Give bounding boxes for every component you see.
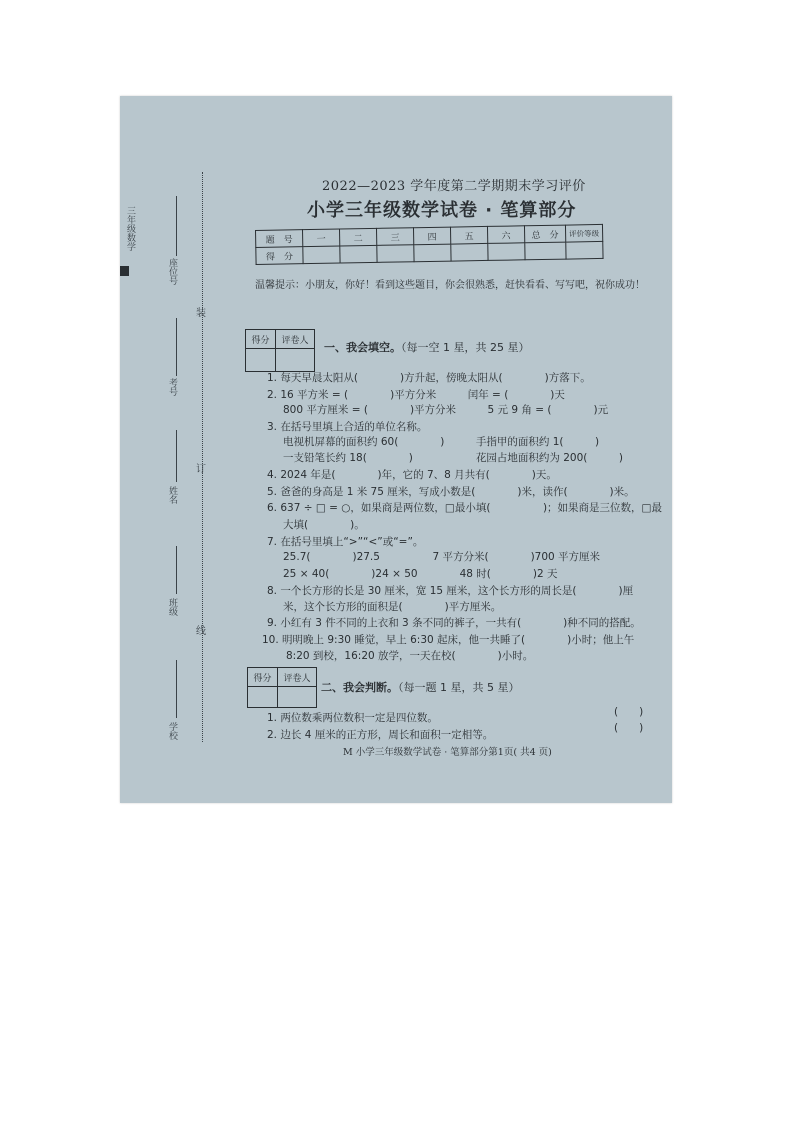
- score-header-cell: 六: [487, 226, 524, 244]
- question-line: 1. 每天早晨太阳从( )方升起，傍晚太阳从( )方落下。: [267, 372, 591, 384]
- score-header-cell: 二: [339, 228, 376, 246]
- binding-mark-zhuang: 装: [196, 308, 206, 319]
- underline-exam-number: [176, 318, 177, 376]
- section2-title: 二、我会判断。: [321, 681, 398, 694]
- score-cell: [340, 245, 377, 263]
- question-line: 电视机屏幕的面积约 60( ) 手指甲的面积约 1( ): [283, 436, 600, 448]
- score-cell: [451, 243, 488, 261]
- question-line: 2. 16 平方米 = ( )平方分米 闰年 = ( )天: [267, 389, 565, 401]
- question-line: 10. 明明晚上 9:30 睡觉，早上 6:30 起床，他一共睡了( )小时；他上午: [262, 634, 635, 646]
- page-footer: M 小学三年级数学试卷 · 笔算部分第1页( 共4 页): [343, 747, 552, 758]
- section2-note: （每一题 1 星，共 5 星）: [398, 681, 520, 694]
- question-line: 800 平方厘米 = ( )平方分米 5 元 9 角 = ( )元: [283, 404, 609, 416]
- underline-name: [176, 430, 177, 482]
- question-line: 6. 637 ÷ □ = ○，如果商是两位数，□最小填( )；如果商是三位数，□最: [267, 502, 662, 514]
- section2-heading: [321, 679, 519, 695]
- binding-mark-ding: 订: [196, 464, 206, 475]
- score-cell: [488, 243, 525, 261]
- exam-subtitle: 小学三年级数学试卷 · 笔算部分: [307, 200, 577, 221]
- field-school: 学校: [167, 722, 177, 740]
- question-line: 5. 爸爸的身高是 1 米 75 厘米，写成小数是( )米，读作( )米。: [267, 486, 635, 498]
- grader-name-label: 评卷人: [276, 330, 315, 349]
- binding-mark-xian: 线: [196, 626, 206, 637]
- score-header-cell: 五: [450, 226, 487, 244]
- score-cell: [377, 245, 414, 263]
- question-line: 8. 一个长方形的长是 30 厘米，宽 15 厘米，这个长方形的周长是( )厘: [267, 585, 634, 597]
- grader-name-label: 评卷人: [278, 668, 317, 687]
- score-row-label: 得 分: [256, 247, 303, 265]
- judge-line: 1. 两位数乘两位数积一定是四位数。: [267, 712, 438, 724]
- registration-mark: [120, 266, 129, 276]
- grader-score-label: 得分: [248, 668, 278, 687]
- exam-title: 2022—2023 学年度第二学期期末学习评价: [322, 179, 586, 194]
- section1-note: （每一空 1 星，共 25 星）: [401, 341, 530, 354]
- grader-score-cell: [248, 687, 278, 708]
- field-seat-number: 座位号: [167, 258, 177, 285]
- warm-tip: 温馨提示：小朋友，你好！看到这些题目，你会很熟悉，赶快看看、写写吧，祝你成功！: [255, 280, 645, 291]
- grader-score-label: 得分: [246, 330, 276, 349]
- question-line: 7. 在括号里填上“>”“<”或“=”。: [267, 536, 424, 548]
- section1-heading: [324, 339, 529, 355]
- score-cell: [566, 241, 603, 259]
- underline-class: [176, 546, 177, 594]
- question-line: 一支铅笔长约 18( ) 花园占地面积约为 200( ): [283, 452, 623, 464]
- underline-school: [176, 660, 177, 718]
- grader-box-1: [245, 329, 315, 372]
- score-table: [255, 224, 604, 265]
- question-line: 9. 小红有 3 件不同的上衣和 3 条不同的裤子，一共有( )种不同的搭配。: [267, 617, 641, 629]
- field-class: 班级: [167, 598, 177, 616]
- question-line: 4. 2024 年是( )年，它的 7、8 月共有( )天。: [267, 469, 557, 481]
- grader-box-2: [247, 667, 317, 708]
- score-cell: [525, 242, 566, 260]
- answer-blank: ( ): [614, 722, 644, 734]
- score-header-cell: 题 号: [256, 230, 303, 248]
- question-line: 米，这个长方形的面积是( )平方厘米。: [283, 601, 502, 613]
- score-header-cell: 四: [413, 227, 450, 245]
- score-header-cell: 总 分: [524, 225, 565, 243]
- field-exam-number: 考号: [167, 378, 177, 396]
- score-cell: [303, 246, 340, 264]
- score-cell: [414, 244, 451, 262]
- underline-seat: [176, 196, 177, 256]
- question-line: 大填( )。: [283, 519, 365, 531]
- field-name: 姓名: [167, 486, 177, 504]
- grader-name-cell: [278, 687, 317, 708]
- grader-name-cell: [276, 349, 315, 372]
- question-line: 3. 在括号里填上合适的单位名称。: [267, 421, 428, 433]
- score-header-cell: 三: [376, 228, 413, 246]
- grader-score-cell: [246, 349, 276, 372]
- question-line: 25.7( )27.5 7 平方分米( )700 平方厘米: [283, 551, 601, 563]
- answer-blank: ( ): [614, 706, 644, 718]
- score-header-cell: 评价等级: [565, 224, 602, 242]
- section1-title: 一、我会填空。: [324, 341, 401, 354]
- score-header-cell: 一: [303, 229, 340, 247]
- binding-dotted-line: [202, 172, 203, 742]
- question-line: 25 × 40( )24 × 50 48 时( )2 天: [283, 568, 558, 580]
- side-label: 三年级数学: [125, 206, 135, 251]
- judge-line: 2. 边长 4 厘米的正方形，周长和面积一定相等。: [267, 729, 494, 741]
- question-line: 8:20 到校，16:20 放学，一天在校( )小时。: [286, 650, 534, 662]
